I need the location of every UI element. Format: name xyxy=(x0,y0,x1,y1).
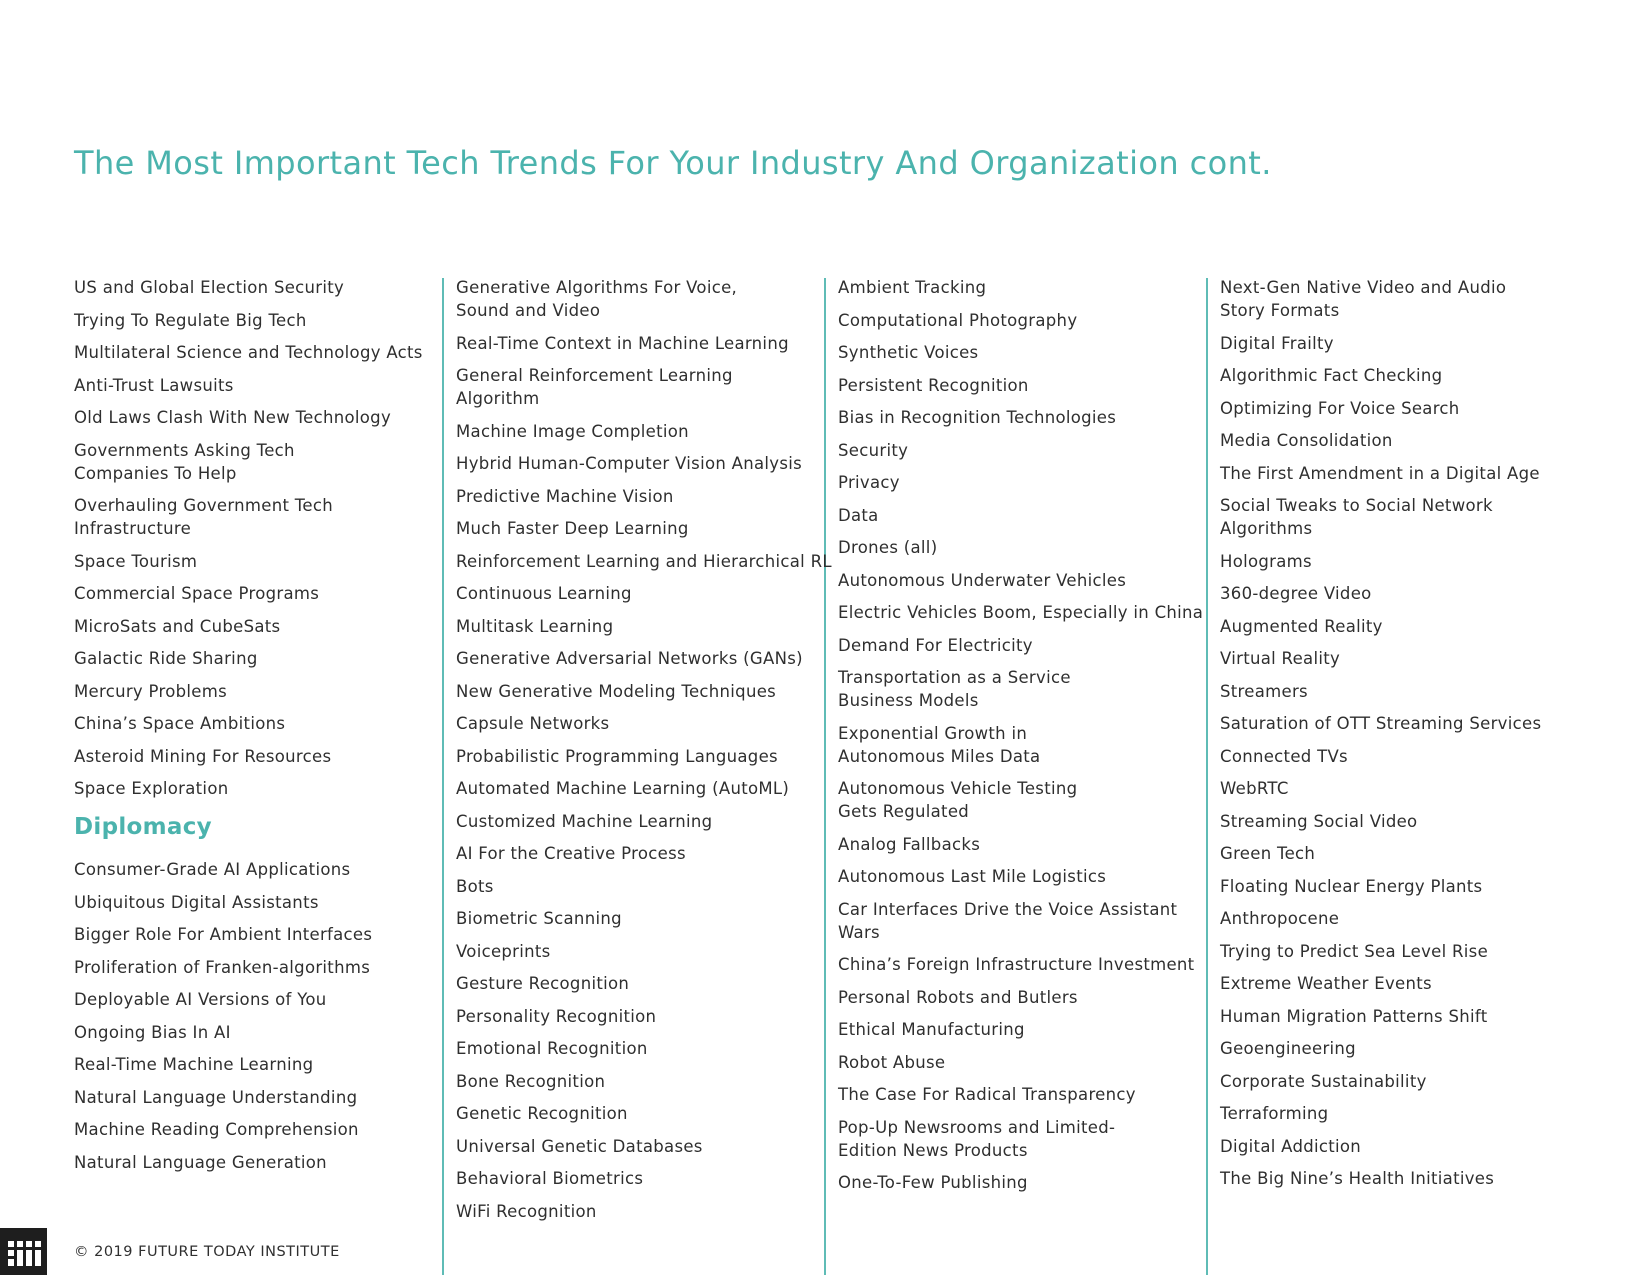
list-item: Anthropocene xyxy=(1220,909,1340,928)
list-item: Holograms xyxy=(1220,551,1312,571)
list-item: The Big Nine’s Health Initiatives xyxy=(1220,1169,1495,1188)
list-item: Electric Vehicles Boom, Especially in China xyxy=(838,603,1204,622)
list-item: Pop-Up Newsrooms and Limited-Edition News Products xyxy=(838,1117,1116,1160)
list-item: Mercury Problems xyxy=(74,681,227,701)
list-item: Much Faster Deep Learning xyxy=(456,519,689,538)
list-item: Continuous Learning xyxy=(456,584,632,603)
topic-list xyxy=(838,276,1204,1194)
list-item: Digital Frailty xyxy=(1220,333,1334,353)
list-item: Consumer-Grade AI Applications xyxy=(74,860,351,879)
list-item: Space Tourism xyxy=(74,551,198,571)
list-item: Bias in Recognition Technologies xyxy=(838,408,1117,427)
list-item: 360-degree Video xyxy=(1220,584,1372,603)
list-item: Old Laws Clash With New Technology xyxy=(74,408,392,427)
list-item: General Reinforcement Learning Algorithm xyxy=(456,366,733,408)
fti-logo-mark xyxy=(0,1228,47,1275)
list-item: Persistent Recognition xyxy=(838,375,1029,395)
list-item: Autonomous Vehicle Testing Gets Regulated xyxy=(838,779,1078,821)
list-item: Ubiquitous Digital Assistants xyxy=(74,892,319,912)
list-item: Personal Robots and Butlers xyxy=(838,987,1078,1007)
list-item: Ongoing Bias In AI xyxy=(74,1022,231,1042)
topic-list xyxy=(74,858,424,1174)
list-item: Streaming Social Video xyxy=(1220,811,1418,831)
list-item: Capsule Networks xyxy=(456,714,610,733)
list-item: Virtual Reality xyxy=(1220,649,1341,668)
list-item: Data xyxy=(838,505,879,525)
list-item: Generative Algorithms For Voice, Sound and Video xyxy=(456,278,738,320)
topic-list xyxy=(1220,276,1570,1190)
list-item: Customized Machine Learning xyxy=(456,811,713,831)
list-item: Behavioral Biometrics xyxy=(456,1169,644,1188)
list-item: Digital Addiction xyxy=(1220,1136,1362,1156)
list-item: Anti-Trust Lawsuits xyxy=(74,375,234,395)
list-item: Multitask Learning xyxy=(456,616,614,636)
list-item: Ethical Manufacturing xyxy=(838,1020,1025,1039)
list-item: Asteroid Mining For Resources xyxy=(74,746,332,766)
list-item: Biometric Scanning xyxy=(456,909,622,928)
list-item: Natural Language Generation xyxy=(74,1152,327,1172)
list-item: Emotional Recognition xyxy=(456,1039,648,1058)
list-item: Analog Fallbacks xyxy=(838,834,981,854)
list-item: Bigger Role For Ambient Interfaces xyxy=(74,925,373,944)
section-heading-diplomacy: Diplomacy xyxy=(74,814,212,840)
fti-logo-icon xyxy=(0,1228,47,1275)
list-item: Connected TVs xyxy=(1220,746,1348,766)
list-item: China’s Foreign Infrastructure Investment xyxy=(838,955,1195,974)
column-1 xyxy=(74,276,424,1183)
list-item: Space Exploration xyxy=(74,779,229,798)
list-item: Computational Photography xyxy=(838,310,1078,330)
list-item: Multilateral Science and Technology Acts xyxy=(74,343,423,362)
list-item: Exponential Growth in Autonomous Miles Data xyxy=(838,723,1041,766)
column-2 xyxy=(456,276,832,1232)
list-item: Proliferation of Franken-algorithms xyxy=(74,957,371,977)
list-item: Autonomous Underwater Vehicles xyxy=(838,570,1127,590)
column-divider xyxy=(442,278,444,1275)
list-item: Trying to Predict Sea Level Rise xyxy=(1220,941,1489,961)
list-item: Demand For Electricity xyxy=(838,635,1033,655)
list-item: Bone Recognition xyxy=(456,1071,606,1091)
list-item: Commercial Space Programs xyxy=(74,584,320,603)
list-item: Media Consolidation xyxy=(1220,431,1393,450)
list-item: New Generative Modeling Techniques xyxy=(456,681,777,701)
list-item: Synthetic Voices xyxy=(838,343,979,362)
topic-list xyxy=(74,276,424,800)
list-item: Gesture Recognition xyxy=(456,974,630,993)
list-item: Ambient Tracking xyxy=(838,278,987,297)
list-item: Streamers xyxy=(1220,681,1308,701)
list-item: Governments Asking Tech Companies To Help xyxy=(74,440,295,483)
list-item: Robot Abuse xyxy=(838,1052,946,1072)
list-item: AI For the Creative Process xyxy=(456,844,686,863)
list-item: Hybrid Human-Computer Vision Analysis xyxy=(456,454,803,473)
list-item: The First Amendment in a Digital Age xyxy=(1220,463,1540,483)
list-item: Probabilistic Programming Languages xyxy=(456,746,778,766)
list-item: Extreme Weather Events xyxy=(1220,974,1432,993)
list-item: Green Tech xyxy=(1220,844,1316,863)
list-item: Predictive Machine Vision xyxy=(456,486,674,506)
list-item: Social Tweaks to Social Network Algorithms xyxy=(1220,496,1493,538)
list-item: Corporate Sustainability xyxy=(1220,1071,1427,1091)
list-item: WebRTC xyxy=(1220,779,1289,798)
list-item: Overhauling Government Tech Infrastructure xyxy=(74,496,333,538)
list-item: Personality Recognition xyxy=(456,1006,657,1026)
list-item: Voiceprints xyxy=(456,941,551,961)
list-item: Real-Time Context in Machine Learning xyxy=(456,333,789,353)
list-item: The Case For Radical Transparency xyxy=(838,1085,1136,1104)
list-item: Algorithmic Fact Checking xyxy=(1220,366,1443,385)
list-item: MicroSats and CubeSats xyxy=(74,616,281,636)
list-item: US and Global Election Security xyxy=(74,278,345,297)
list-item: Universal Genetic Databases xyxy=(456,1136,703,1156)
column-divider xyxy=(1206,278,1208,1275)
list-item: Real-Time Machine Learning xyxy=(74,1055,314,1074)
list-item: Genetic Recognition xyxy=(456,1104,628,1123)
list-item: WiFi Recognition xyxy=(456,1201,597,1221)
list-item: Saturation of OTT Streaming Services xyxy=(1220,714,1542,733)
list-item: Car Interfaces Drive the Voice Assistant Wars xyxy=(838,899,1178,942)
list-item: Reinforcement Learning and Hierarchical RL xyxy=(456,551,832,571)
column-4 xyxy=(1220,276,1570,1200)
list-item: Security xyxy=(838,440,909,460)
list-item: Human Migration Patterns Shift xyxy=(1220,1006,1488,1026)
column-divider xyxy=(824,278,826,1275)
list-item: Automated Machine Learning (AutoML) xyxy=(456,779,790,798)
list-item: China’s Space Ambitions xyxy=(74,714,286,733)
list-item: Privacy xyxy=(838,473,900,492)
list-item: Trying To Regulate Big Tech xyxy=(74,310,307,330)
list-item: Terraforming xyxy=(1220,1104,1329,1123)
list-item: Next-Gen Native Video and Audio Story Formats xyxy=(1220,278,1507,320)
list-item: Augmented Reality xyxy=(1220,616,1383,636)
list-item: One-To-Few Publishing xyxy=(838,1173,1028,1192)
list-item: Machine Image Completion xyxy=(456,421,689,441)
topic-list xyxy=(456,276,832,1223)
page-title: The Most Important Tech Trends For Your Industry And Organization cont. xyxy=(74,144,1272,182)
list-item: Transportation as a Service Business Models xyxy=(838,668,1071,710)
footer-copyright: © 2019 FUTURE TODAY INSTITUTE xyxy=(74,1244,340,1260)
list-item: Optimizing For Voice Search xyxy=(1220,398,1460,418)
list-item: Natural Language Understanding xyxy=(74,1087,358,1107)
list-item: Generative Adversarial Networks (GANs) xyxy=(456,649,803,668)
list-item: Machine Reading Comprehension xyxy=(74,1120,359,1139)
list-item: Drones (all) xyxy=(838,538,938,557)
list-item: Bots xyxy=(456,876,494,896)
column-3 xyxy=(838,276,1204,1204)
list-item: Floating Nuclear Energy Plants xyxy=(1220,876,1483,896)
list-item: Galactic Ride Sharing xyxy=(74,649,258,668)
list-item: Geoengineering xyxy=(1220,1039,1356,1058)
list-item: Deployable AI Versions of You xyxy=(74,990,327,1009)
list-item: Autonomous Last Mile Logistics xyxy=(838,867,1107,886)
